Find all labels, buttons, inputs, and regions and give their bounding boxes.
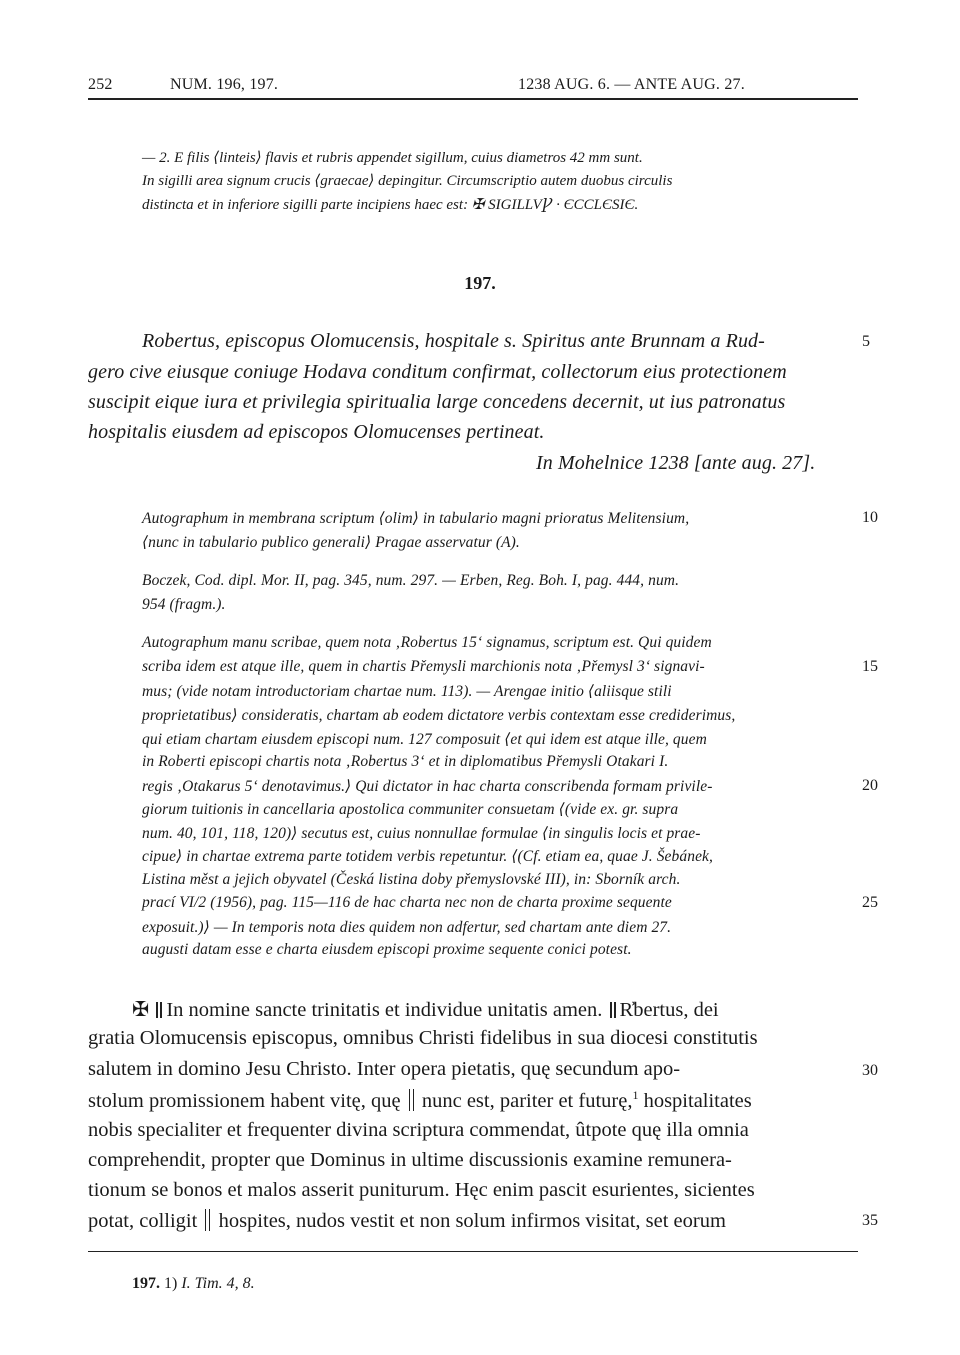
footnote-number: 197. bbox=[132, 1275, 160, 1292]
tradition-line: Autographum in membrana scriptum ⟨olim⟩ in tabulario magni prioratus Melitensium, bbox=[142, 510, 690, 527]
invocation: In nomine sancte trinitatis et individue unitatis amen. bbox=[166, 999, 603, 1021]
editions-line: 954 (fragm.). bbox=[142, 596, 226, 613]
commentary-line: scriba idem est atque ille, quem in chartis Přemysli marchionis nota ‚Přemysl 3‘ signavi- bbox=[142, 658, 705, 675]
line-break-mark-icon bbox=[156, 1002, 162, 1018]
seal-note-line: — 2. E filis ⟨linteis⟩ flavis et rubris appendet sigillum, cuius diametros 42 mm sunt. bbox=[142, 150, 643, 166]
footnote-rule bbox=[88, 1251, 858, 1252]
commentary-line: proprietatibus⟩ consideratis, chartam ab eodem dictatore verbis contextam esse crediderimus, bbox=[142, 707, 736, 724]
line-number: 30 bbox=[862, 1062, 878, 1079]
regest-line: suscipit eique iura et privilegia spiritualia large concedens decernit, ut ius patronatus bbox=[88, 391, 786, 413]
issuer-name: R͐bertus, dei bbox=[619, 999, 719, 1021]
charter-line: nobis specialiter et frequenter divina scriptura commendat, ûtpote quę illa omnia bbox=[88, 1119, 749, 1141]
cross-icon: ✠ bbox=[132, 999, 150, 1021]
regest-line: gero cive eiusque coniuge Hodava conditum confirmat, collectorum eius protectionem bbox=[88, 361, 787, 383]
line-number: 25 bbox=[862, 894, 878, 911]
charter-line bbox=[88, 1088, 752, 1113]
charter-line: salutem in domino Jesu Christo. Inter opera pietatis, quę secundum apo- bbox=[88, 1058, 681, 1080]
commentary-line: regis ‚Otakarus 5‘ denotavimus.⟩ Qui dictator in hac charta conscribenda formam privile- bbox=[142, 778, 713, 795]
footnote-ref-label: 1) bbox=[164, 1275, 178, 1292]
header-date-range: 1238 AUG. 6. — ANTE AUG. 27. bbox=[518, 76, 745, 93]
commentary-line: mus; (vide notam introductoriam chartae num. 113). — Arengae initio ⟨aliisque stili bbox=[142, 683, 672, 700]
commentary-line: augusti datam esse e charta eiusdem episcopi proxime sequente conici potest. bbox=[142, 941, 632, 958]
charter-segment: potat, colligit bbox=[88, 1210, 198, 1232]
commentary-line: qui etiam chartam eiusdem episcopi num. 127 composuit ⟨et qui idem est atque ille, quem bbox=[142, 731, 707, 748]
charter-line bbox=[88, 1209, 726, 1233]
commentary-line: cipue⟩ in chartae extrema parte totidem verbis repetuntur. ⟨(Cf. etiam ea, quae J. Šebánek, bbox=[142, 848, 714, 865]
commentary-line: exposuit.)⟩ — In temporis nota dies quidem non adfertur, sed chartam ante diem 27. bbox=[142, 919, 672, 936]
seal-note-line: In sigilli area signum crucis ⟨graecae⟩ depingitur. Circumscriptio autem duobus circulis bbox=[142, 173, 673, 189]
charter-line: tionum se bonos et malos asserit puniturum. Hęc enim pascit esurientes, sicientes bbox=[88, 1179, 755, 1201]
seal-note-line: distincta et in inferiore sigilli parte incipiens haec est: ✠ SIGILLVꝨ · ЄCCLЄSIЄ. bbox=[142, 197, 639, 213]
double-bar-icon bbox=[409, 1089, 414, 1111]
tradition-line: ⟨nunc in tabulario publico generali⟩ Pragae asservatur (A). bbox=[142, 534, 520, 551]
line-number: 10 bbox=[862, 509, 878, 526]
charter-segment: stolum promissionem habent vitę, quę bbox=[88, 1089, 401, 1112]
footnote bbox=[132, 1275, 255, 1293]
double-bar-icon bbox=[205, 1209, 210, 1231]
commentary-line: giorum tuitionis in cancellaria apostolica communiter consuetam ⟨(vide ex. gr. supra bbox=[142, 801, 679, 818]
line-number: 15 bbox=[862, 658, 878, 675]
footnote-text: I. Tim. 4, 8. bbox=[181, 1275, 255, 1292]
charter-line: comprehendit, propter que Dominus in ultime discussionis examine remunera- bbox=[88, 1149, 732, 1171]
charter-segment: nunc est, pariter et futurę, bbox=[421, 1089, 633, 1112]
document-number: 197. bbox=[464, 273, 496, 293]
regest-line: hospitalis eiusdem ad episcopos Olomucenses pertineat. bbox=[88, 421, 545, 443]
charter-segment: hospitalitates bbox=[643, 1089, 752, 1112]
commentary-line: Autographum manu scribae, quem nota ‚Robertus 15‘ signamus, scriptum est. Qui quidem bbox=[142, 634, 712, 651]
line-number: 35 bbox=[862, 1212, 878, 1229]
charter-line: gratia Olomucensis episcopus, omnibus Christi fidelibus in sua diocesi constitutis bbox=[88, 1027, 758, 1049]
charter-line bbox=[132, 997, 719, 1022]
commentary-line: num. 40, 101, 118, 120)⟩ secutus est, cuius nonnullae formulae ⟨in singulis locis et prae- bbox=[142, 825, 701, 842]
commentary-line: in Roberti episcopi chartis nota ‚Robertus 3‘ et in diplomatibus Přemysli Otakari I. bbox=[142, 753, 669, 770]
page-number: 252 bbox=[88, 76, 113, 93]
header-rule bbox=[88, 98, 858, 100]
commentary-line: prací VI/2 (1956), pag. 115—116 de hac charta nec non de charta proxime sequente bbox=[142, 894, 672, 911]
line-number: 5 bbox=[862, 333, 870, 350]
regest-line: Robertus, episcopus Olomucensis, hospitale s. Spiritus ante Brunnam a Rud- bbox=[142, 330, 765, 352]
commentary-line: Listina měst a jejich obyvatel (Česká listina doby přemyslovské III), in: Sborník arch. bbox=[142, 871, 681, 888]
place-date: In Mohelnice 1238 [ante aug. 27]. bbox=[536, 452, 816, 474]
line-number: 20 bbox=[862, 777, 878, 794]
header-document-numbers: NUM. 196, 197. bbox=[170, 76, 279, 93]
charter-segment: hospites, nudos vestit et non solum infirmos visitat, set eorum bbox=[218, 1210, 726, 1232]
editions-line: Boczek, Cod. dipl. Mor. II, pag. 345, num. 297. — Erben, Reg. Boh. I, pag. 444, num. bbox=[142, 572, 680, 589]
footnote-ref: 1 bbox=[632, 1088, 639, 1102]
line-break-mark-icon bbox=[610, 1002, 616, 1018]
